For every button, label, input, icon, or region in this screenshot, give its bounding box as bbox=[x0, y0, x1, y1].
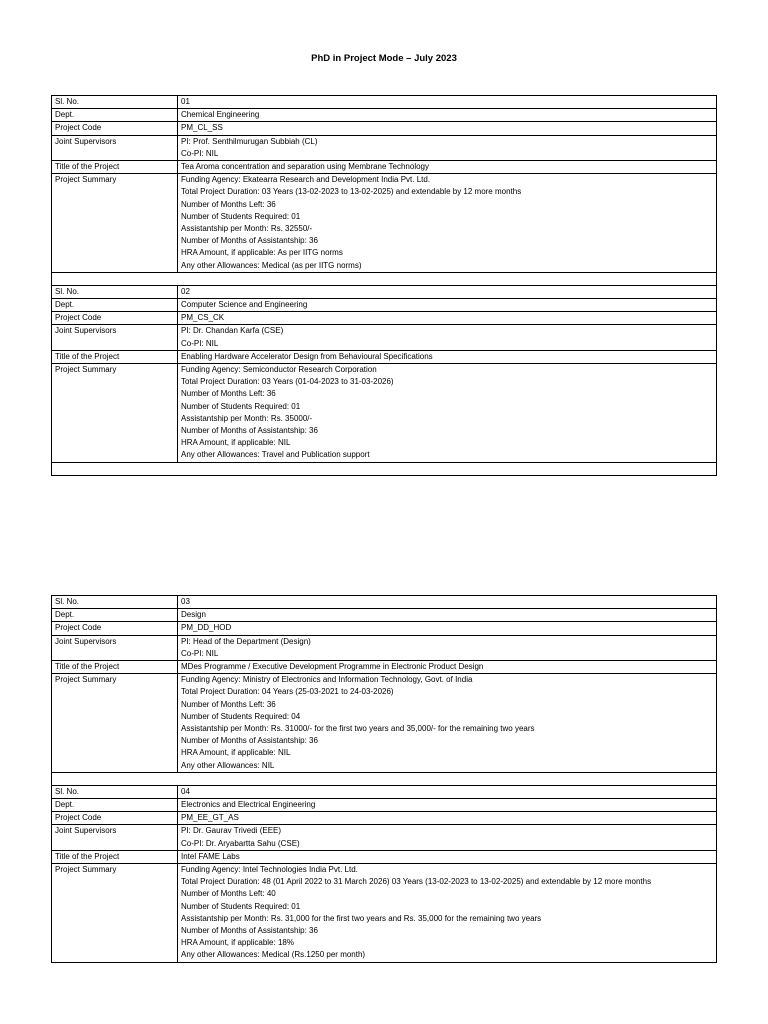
summary-line: Any other Allowances: Travel and Publication support bbox=[181, 450, 370, 460]
summary-value bbox=[178, 864, 717, 963]
table-row bbox=[52, 174, 717, 273]
copi-line: Co-PI: NIL bbox=[181, 148, 219, 158]
summary-line: Number of Months of Assistantship: 36 bbox=[181, 736, 318, 746]
title-label: Title of the Project bbox=[52, 850, 178, 863]
project-table-1 bbox=[51, 95, 717, 476]
sl-no-label: Sl. No. bbox=[52, 596, 178, 609]
table-spacer-row bbox=[52, 272, 717, 285]
table-row bbox=[52, 850, 717, 863]
table-row bbox=[52, 635, 717, 660]
table-row bbox=[52, 609, 717, 622]
summary-line: HRA Amount, if applicable: As per IITG norms bbox=[181, 248, 343, 258]
pi-line: PI: Dr. Gaurav Trivedi (EEE) bbox=[181, 826, 282, 836]
project-code-label: Project Code bbox=[52, 122, 178, 135]
table-row bbox=[52, 312, 717, 325]
joint-supervisors-label: Joint Supervisors bbox=[52, 325, 178, 350]
joint-supervisors-value bbox=[178, 635, 717, 660]
summary-line: Number of Months of Assistantship: 36 bbox=[181, 426, 318, 436]
sl-no-label: Sl. No. bbox=[52, 285, 178, 298]
table-row bbox=[52, 661, 717, 674]
table-row bbox=[52, 285, 717, 298]
summary-line: Total Project Duration: 03 Years (01-04-2023 to 31-03-2026) bbox=[181, 377, 394, 387]
summary-line: Total Project Duration: 48 (01 April 2022 to 31 March 2026) 03 Years (13-02-2023 to 13-02-2025) and extendable by 12 more months bbox=[181, 877, 652, 887]
table-row bbox=[52, 161, 717, 174]
summary-line: Assistantship per Month: Rs. 32550/- bbox=[181, 224, 313, 234]
dept-label: Dept. bbox=[52, 109, 178, 122]
table-row bbox=[52, 825, 717, 850]
copi-line: Co-PI: NIL bbox=[181, 338, 219, 348]
project-table-2 bbox=[51, 595, 717, 963]
table-row bbox=[52, 96, 717, 109]
table-row bbox=[52, 622, 717, 635]
sl-no-value: 04 bbox=[178, 785, 717, 798]
summary-line: Funding Agency: Semiconductor Research Corporation bbox=[181, 365, 377, 375]
pi-line: PI: Head of the Department (Design) bbox=[181, 636, 311, 646]
project-code-label: Project Code bbox=[52, 812, 178, 825]
summary-line: HRA Amount, if applicable: NIL bbox=[181, 748, 291, 758]
summary-line: Number of Months Left: 36 bbox=[181, 389, 276, 399]
summary-line: Any other Allowances: NIL bbox=[181, 760, 275, 770]
summary-line: Assistantship per Month: Rs. 31000/- for the first two years and 35,000/- for the remaining two years bbox=[181, 724, 535, 734]
table-row bbox=[52, 325, 717, 350]
table-row bbox=[52, 109, 717, 122]
table-row bbox=[52, 122, 717, 135]
project-code-value: PM_CL_SS bbox=[178, 122, 717, 135]
joint-supervisors-value bbox=[178, 135, 717, 160]
summary-line: Number of Students Required: 01 bbox=[181, 401, 301, 411]
summary-line: Number of Months of Assistantship: 36 bbox=[181, 926, 318, 936]
joint-supervisors-value bbox=[178, 325, 717, 350]
dept-value: Electronics and Electrical Engineering bbox=[178, 799, 717, 812]
table-row bbox=[52, 299, 717, 312]
table-row bbox=[52, 674, 717, 773]
pi-line: PI: Prof. Senthilmurugan Subbiah (CL) bbox=[181, 136, 318, 146]
summary-line: Any other Allowances: Medical (Rs.1250 per month) bbox=[181, 950, 366, 960]
summary-line: HRA Amount, if applicable: 18% bbox=[181, 938, 294, 948]
summary-line: Funding Agency: Ministry of Electronics and Information Technology, Govt. of India bbox=[181, 675, 473, 685]
dept-value: Computer Science and Engineering bbox=[178, 299, 717, 312]
summary-line: Any other Allowances: Medical (as per IITG norms) bbox=[181, 260, 362, 270]
project-code-value: PM_DD_HOD bbox=[178, 622, 717, 635]
project-code-label: Project Code bbox=[52, 622, 178, 635]
joint-supervisors-label: Joint Supervisors bbox=[52, 825, 178, 850]
summary-label: Project Summary bbox=[52, 864, 178, 963]
table-row bbox=[52, 350, 717, 363]
summary-line: HRA Amount, if applicable: NIL bbox=[181, 438, 291, 448]
dept-label: Dept. bbox=[52, 609, 178, 622]
project-code-value: PM_EE_GT_AS bbox=[178, 812, 717, 825]
copi-line: Co-PI: Dr. Aryabartta Sahu (CSE) bbox=[181, 838, 300, 848]
summary-line: Funding Agency: Intel Technologies India Pvt. Ltd. bbox=[181, 865, 358, 875]
joint-supervisors-value bbox=[178, 825, 717, 850]
title-value: Tea Aroma concentration and separation using Membrane Technology bbox=[178, 161, 717, 174]
summary-label: Project Summary bbox=[52, 674, 178, 773]
copi-line: Co-PI: NIL bbox=[181, 648, 219, 658]
title-label: Title of the Project bbox=[52, 661, 178, 674]
sl-no-value: 01 bbox=[178, 96, 717, 109]
summary-line: Total Project Duration: 03 Years (13-02-2023 to 13-02-2025) and extendable by 12 more months bbox=[181, 187, 522, 197]
summary-label: Project Summary bbox=[52, 174, 178, 273]
table-row bbox=[52, 785, 717, 798]
title-value: Intel FAME Labs bbox=[178, 850, 717, 863]
project-code-label: Project Code bbox=[52, 312, 178, 325]
title-label: Title of the Project bbox=[52, 350, 178, 363]
table-row bbox=[52, 799, 717, 812]
summary-line: Number of Students Required: 01 bbox=[181, 901, 301, 911]
summary-value bbox=[178, 364, 717, 463]
table-spacer-row bbox=[52, 772, 717, 785]
summary-label: Project Summary bbox=[52, 364, 178, 463]
table-spacer-row bbox=[52, 462, 717, 475]
dept-value: Design bbox=[178, 609, 717, 622]
summary-line: Number of Months Left: 36 bbox=[181, 199, 276, 209]
sl-no-label: Sl. No. bbox=[52, 785, 178, 798]
table-row bbox=[52, 364, 717, 463]
summary-line: Number of Months of Assistantship: 36 bbox=[181, 236, 318, 246]
summary-line: Funding Agency: Ekatearra Research and Development India Pvt. Ltd. bbox=[181, 175, 431, 185]
summary-line: Assistantship per Month: Rs. 31,000 for the first two years and Rs. 35,000 for the remaining two years bbox=[181, 913, 542, 923]
table-row bbox=[52, 596, 717, 609]
table-row bbox=[52, 812, 717, 825]
summary-line: Total Project Duration: 04 Years (25-03-2021 to 24-03-2026) bbox=[181, 687, 394, 697]
dept-value: Chemical Engineering bbox=[178, 109, 717, 122]
summary-line: Assistantship per Month: Rs. 35000/- bbox=[181, 413, 313, 423]
summary-line: Number of Students Required: 01 bbox=[181, 211, 301, 221]
joint-supervisors-label: Joint Supervisors bbox=[52, 635, 178, 660]
title-label: Title of the Project bbox=[52, 161, 178, 174]
dept-label: Dept. bbox=[52, 299, 178, 312]
sl-no-value: 03 bbox=[178, 596, 717, 609]
summary-value bbox=[178, 674, 717, 773]
table-row bbox=[52, 864, 717, 963]
summary-line: Number of Months Left: 40 bbox=[181, 889, 276, 899]
project-code-value: PM_CS_CK bbox=[178, 312, 717, 325]
joint-supervisors-label: Joint Supervisors bbox=[52, 135, 178, 160]
summary-value bbox=[178, 174, 717, 273]
title-value: Enabling Hardware Accelerator Design from Behavioural Specifications bbox=[178, 350, 717, 363]
sl-no-label: Sl. No. bbox=[52, 96, 178, 109]
title-value: MDes Programme / Executive Development Programme in Electronic Product Design bbox=[178, 661, 717, 674]
dept-label: Dept. bbox=[52, 799, 178, 812]
table-row bbox=[52, 135, 717, 160]
summary-line: Number of Months Left: 36 bbox=[181, 699, 276, 709]
sl-no-value: 02 bbox=[178, 285, 717, 298]
pi-line: PI: Dr. Chandan Karfa (CSE) bbox=[181, 326, 284, 336]
summary-line: Number of Students Required: 04 bbox=[181, 711, 301, 721]
page-title: PhD in Project Mode – July 2023 bbox=[311, 53, 457, 64]
